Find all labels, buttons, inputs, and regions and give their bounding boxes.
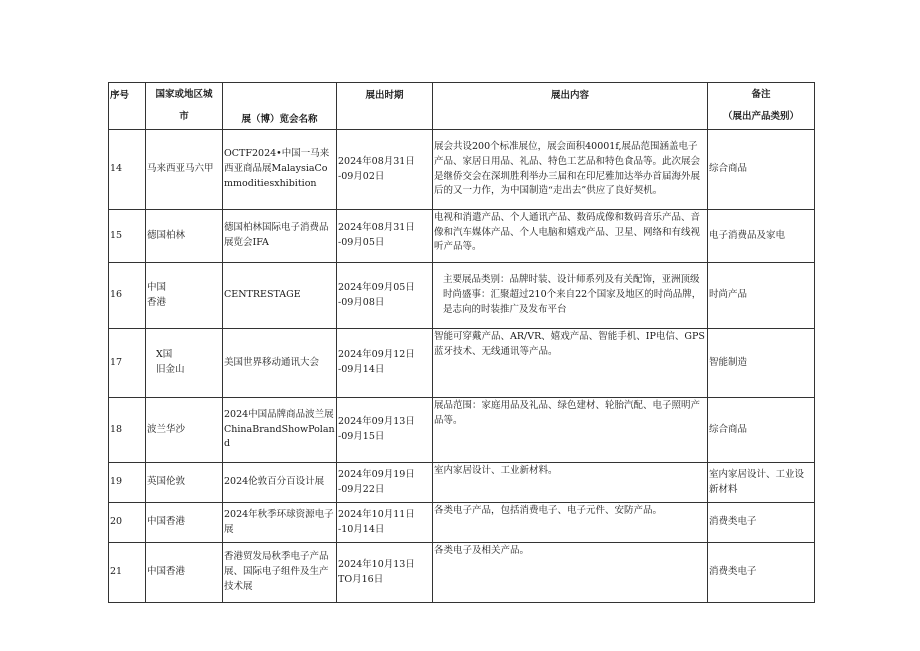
header-period: 展出时期 (337, 83, 433, 130)
cell-no: 14 (109, 130, 146, 210)
table-row (109, 130, 815, 210)
cell-period: 2024年10月13日 TO月16日 (337, 543, 433, 603)
cell-region: 中国香港 (146, 543, 223, 603)
header-note-line2: （展出产品类别） (722, 111, 799, 122)
table-row (109, 263, 815, 329)
cell-region: X国 旧金山 (146, 329, 223, 398)
cell-period: 2024年08月31日 -09月02日 (337, 130, 433, 210)
cell-content: 展会共设200个标准展位，展会面积40001f,展品范围涵盖电子产品、家居日用品、礼品、特色工艺品和特色食品等。此次展会是继侨交会在深圳胜利举办三届和在印尼雅加达举办首届海外展后的又一力作，为中国制造“走出去”供应了良好契机。 (433, 130, 708, 210)
cell-name: 德国柏林国际电子消费品展览会IFA (223, 210, 337, 263)
cell-note: 电子消费品及家电 (708, 210, 815, 263)
header-region-line2: 市 (179, 111, 189, 122)
cell-region: 中国香港 (146, 503, 223, 543)
cell-name: 2024伦敦百分百设计展 (223, 463, 337, 503)
cell-period: 2024年09月19日 -09月22日 (337, 463, 433, 503)
cell-content: 各类电子及相关产品。 (433, 543, 708, 603)
cell-region: 马来西亚马六甲 (146, 130, 223, 210)
header-region (146, 83, 223, 130)
cell-name: CENTRESTAGE (223, 263, 337, 329)
cell-no: 19 (109, 463, 146, 503)
cell-note: 消费类电子 (708, 543, 815, 603)
cell-note: 室内家居设计、工业设新材料 (708, 463, 815, 503)
cell-no: 17 (109, 329, 146, 398)
cell-note: 智能制造 (708, 329, 815, 398)
table-row (109, 503, 815, 543)
table-row (109, 210, 815, 263)
cell-region: 德国柏林 (146, 210, 223, 263)
table-row (109, 329, 815, 398)
table-row (109, 543, 815, 603)
cell-region: 英国伦敦 (146, 463, 223, 503)
table-row (109, 463, 815, 503)
cell-content: 电视和消遣产品、个人通讯产品、数码成像和数码音乐产品、音像和汽车媒体产品、个人电脑和嬉戏产品、卫星、网络和有线视听产品等。 (433, 210, 708, 263)
cell-note: 消费类电子 (708, 503, 815, 543)
cell-period: 2024年09月13日 -09月15日 (337, 398, 433, 463)
cell-no: 18 (109, 398, 146, 463)
cell-no: 16 (109, 263, 146, 329)
header-region-line1: 国家或地区城 (155, 89, 213, 100)
header-name: 展（博）览会名称 (223, 83, 337, 130)
cell-period: 2024年10月11日 -10月14日 (337, 503, 433, 543)
cell-region: 波兰华沙 (146, 398, 223, 463)
header-no: 序号 (109, 83, 146, 130)
cell-name: 2024中国品牌商品波兰展ChinaBrandShowPoland (223, 398, 337, 463)
cell-no: 20 (109, 503, 146, 543)
cell-no: 21 (109, 543, 146, 603)
cell-content: 智能可穿戴产品、AR/VR、嬉戏产品、智能手机、IP电信、GPS蓝牙技术、无线通讯等产品。 (433, 329, 708, 398)
header-note (708, 83, 815, 130)
cell-no: 15 (109, 210, 146, 263)
cell-period: 2024年09月12日 -09月14日 (337, 329, 433, 398)
cell-name: 美国世界移动通讯大会 (223, 329, 337, 398)
header-content: 展出内容 (433, 83, 708, 130)
exhibition-table (108, 82, 815, 603)
cell-period: 2024年08月31日 -09月05日 (337, 210, 433, 263)
cell-content: 各类电子产品，包括消费电子、电子元件、安防产品。 (433, 503, 708, 543)
cell-period: 2024年09月05日 -09月08日 (337, 263, 433, 329)
cell-content: 室内家居设计、工业新材料。 (433, 463, 708, 503)
header-note-line1: 备注 (751, 89, 771, 100)
cell-name: 香港贸发局秋季电子产品展、国际电子组件及生产技术展 (223, 543, 337, 603)
table-row (109, 398, 815, 463)
cell-note: 综合商品 (708, 130, 815, 210)
cell-region: 中国 香港 (146, 263, 223, 329)
table-header-row (109, 83, 815, 130)
cell-note: 时尚产品 (708, 263, 815, 329)
cell-note: 综合商品 (708, 398, 815, 463)
cell-name: 2024年秋季环球资源电子展 (223, 503, 337, 543)
cell-content: 展品范围：家庭用品及礼品、绿色建材、轮胎汽配、电子照明产品等。 (433, 398, 708, 463)
cell-name: OCTF2024•中国一马来西亚商品展MalaysiaCommoditiesxhibition (223, 130, 337, 210)
cell-content: 主要展品类别：品牌时装、设计师系列及有关配饰，亚洲顶级时尚盛事：汇聚超过210个来自22个国家及地区的时尚品牌，是志向的时装推广及发布平台 (433, 263, 708, 329)
